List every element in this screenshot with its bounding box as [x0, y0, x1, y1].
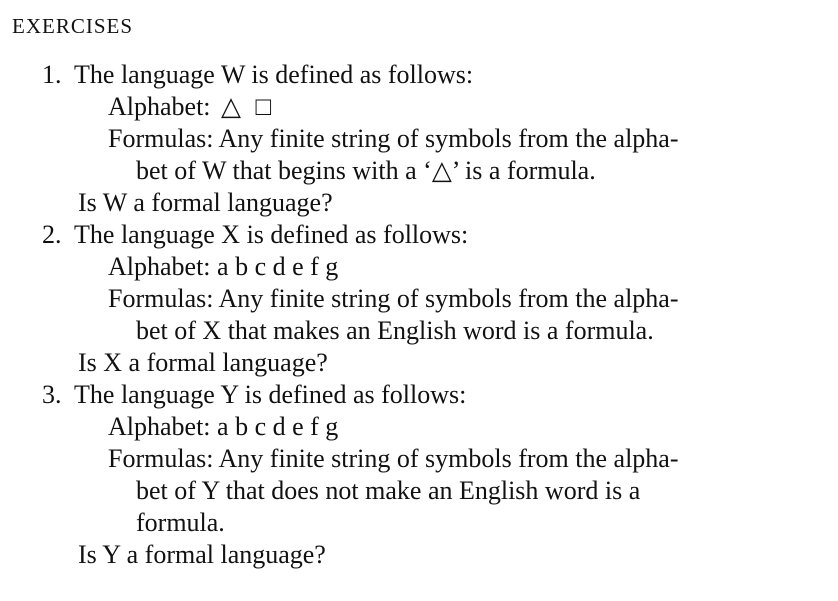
- exercise-2-formulas-line-2: bet of X that makes an English word is a formula.: [136, 316, 654, 345]
- exercise-1-intro: [42, 60, 473, 90]
- exercise-1-formulas-line-1: Formulas: Any finite string of symbols from the alpha-: [108, 124, 679, 153]
- exercise-2-formulas-line-1: Formulas: Any finite string of symbols from the alpha-: [108, 284, 679, 313]
- exercise-3-question: Is Y a formal language?: [78, 540, 326, 569]
- exercise-3-formulas-line-2: bet of Y that does not make an English word is a: [136, 476, 641, 505]
- exercise-2-alphabet: Alphabet: a b c d e f g: [108, 252, 339, 281]
- triangle-symbol: △: [221, 92, 242, 121]
- exercise-3-formulas-line-3: formula.: [136, 508, 225, 537]
- exercise-2-intro: [42, 220, 468, 250]
- exercise-number: 1.: [42, 60, 62, 89]
- exercise-1-formulas-line-2: bet of W that begins with a ‘△’ is a formula.: [136, 156, 596, 185]
- section-heading: EXERCISES: [12, 14, 134, 38]
- exercise-3-alphabet: Alphabet: a b c d e f g: [108, 412, 339, 441]
- exercise-3-formulas-line-1: Formulas: Any finite string of symbols from the alpha-: [108, 444, 679, 473]
- exercise-2-question: Is X a formal language?: [78, 348, 328, 377]
- exercise-intro-text: The language Y is defined as follows:: [74, 380, 467, 409]
- square-symbol: □: [255, 92, 272, 121]
- alphabet-label: Alphabet:: [108, 92, 211, 121]
- exercise-intro-text: The language X is defined as follows:: [74, 220, 469, 249]
- exercise-1-alphabet: [108, 92, 275, 122]
- exercise-number: 3.: [42, 380, 62, 409]
- exercise-number: 2.: [42, 220, 62, 249]
- exercise-intro-text: The language W is defined as follows:: [74, 60, 474, 89]
- exercise-1-question: Is W a formal language?: [78, 188, 333, 217]
- exercise-3-intro: [42, 380, 466, 410]
